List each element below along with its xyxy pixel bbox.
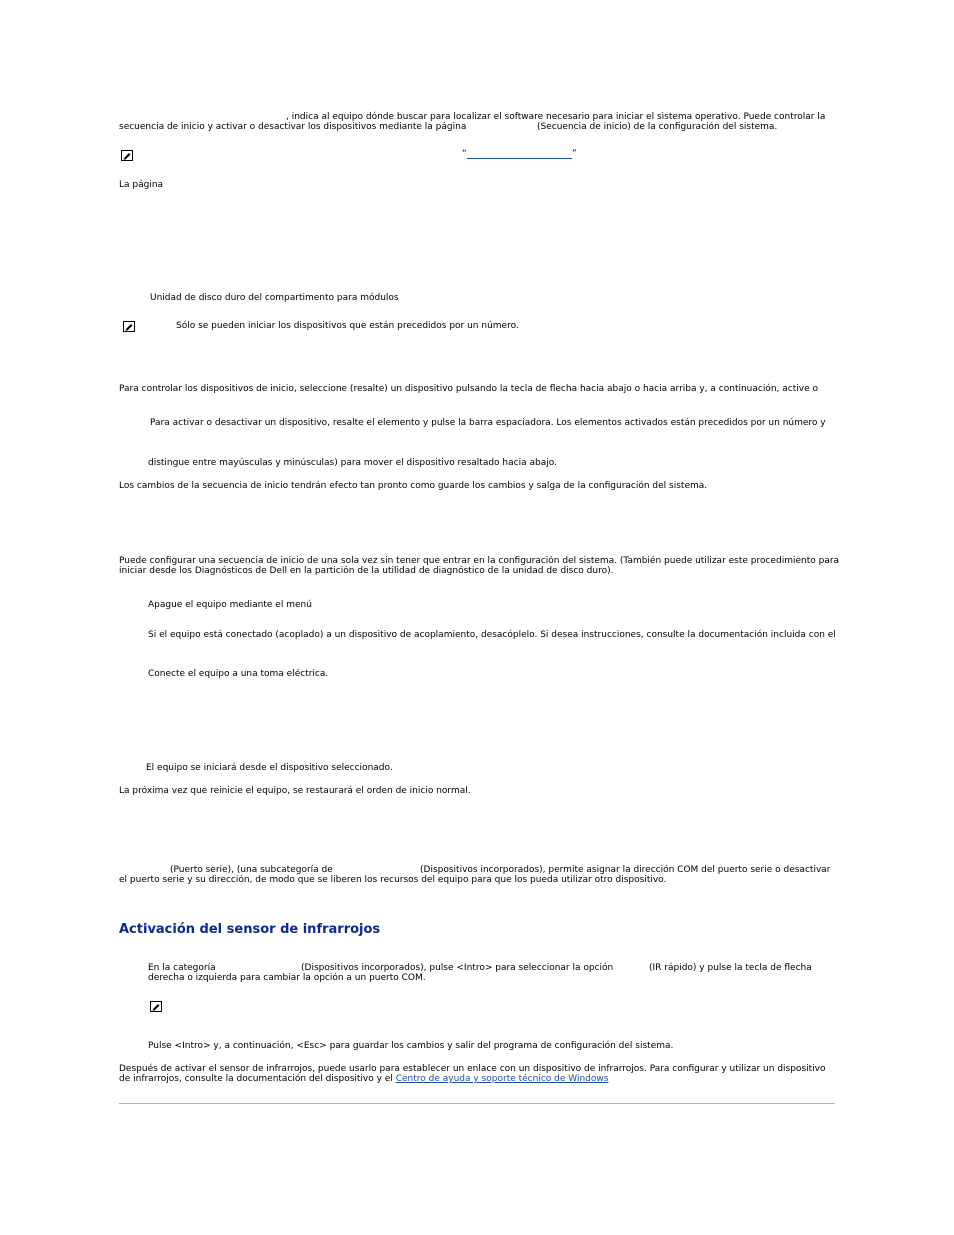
para-effect: Los cambios de la secuencia de inicio tendrán efecto tan pronto como guarde los cambios y salga de la configuración del sistema.	[119, 481, 708, 491]
module-bay-item: Unidad de disco duro del compartimento para módulos	[150, 293, 399, 303]
note-quote-close: ”	[572, 149, 577, 159]
onetime-para-line2: iniciar desde los Diagnósticos de Dell en la partición de la utilidad de diagnóstico de la unidad de disco duro).	[119, 566, 614, 576]
footer-divider	[119, 1103, 835, 1104]
infrared-after-line2	[119, 1074, 608, 1084]
page-label: La página	[119, 180, 164, 190]
note-pencil-icon	[121, 150, 133, 161]
note-pencil-icon	[123, 321, 135, 332]
infrared-step2: Pulse <Intro> y, a continuación, <Esc> para guardar los cambios y salir del programa de configuración del sistema.	[148, 1041, 674, 1051]
step-move-device: distingue entre mayúsculas y minúsculas) para mover el dispositivo resaltado hacia abajo.	[148, 458, 557, 468]
infrared-step1-b: (Dispositivos incorporados), pulse <Intro> para seleccionar la opción	[301, 963, 614, 973]
infrared-heading: Activación del sensor de infrarrojos	[119, 922, 381, 937]
boot-intro-line1: , indica al equipo dónde buscar para localizar el software necesario para iniciar el sistema operativo. Puede controlar la	[286, 112, 826, 122]
serial-line1-b: (Dispositivos incorporados), permite asignar la dirección COM del puerto serie o desactivar	[420, 865, 831, 875]
infrared-step1-a: En la categoría	[148, 963, 216, 973]
onetime-step2: Si el equipo está conectado (acoplado) a un dispositivo de acoplamiento, desacóplelo. Si desea instrucciones, consulte la documentación incluida con el	[148, 630, 836, 640]
infrared-after-line2-text: de infrarrojos, consulte la documentación del dispositivo y el	[119, 1074, 393, 1084]
onetime-next: La próxima vez que reinicie el equipo, se restaurará el orden de inicio normal.	[119, 786, 471, 796]
note-quote-open: “	[462, 149, 467, 159]
boot-intro-line2-a: secuencia de inicio y activar o desactivar los dispositivos mediante la página	[119, 122, 467, 132]
serial-line2: el puerto serie y su dirección, de modo que se liberen los recursos del equipo para que los pueda utilizar otro dispositivo.	[119, 875, 667, 885]
note-cross-reference-link[interactable]	[467, 158, 572, 159]
control-para: Para controlar los dispositivos de inicio, seleccione (resalte) un dispositivo pulsando la tecla de flecha hacia abajo o hacia arriba y, a continuación, active o	[119, 384, 818, 394]
note-pencil-icon	[150, 1001, 162, 1012]
onetime-result: El equipo se iniciará desde el dispositivo seleccionado.	[146, 763, 393, 773]
infrared-after-line1: Después de activar el sensor de infrarrojos, puede usarlo para establecer un enlace con un dispositivo de infrarrojos. Para configurar y utilizar un dispositivo	[119, 1064, 826, 1074]
infrared-step1-line2: derecha o izquierda para cambiar la opción a un puerto COM.	[148, 973, 426, 983]
note-bootable-devices: Sólo se pueden iniciar los dispositivos que están precedidos por un número.	[176, 321, 519, 331]
onetime-step3: Conecte el equipo a una toma eléctrica.	[148, 669, 329, 679]
onetime-step1: Apague el equipo mediante el menú	[148, 600, 312, 610]
infrared-step1-c: (IR rápido) y pulse la tecla de flecha	[649, 963, 812, 973]
onetime-para-line1: Puede configurar una secuencia de inicio de una sola vez sin tener que entrar en la configuración del sistema. (También puede utilizar este procedimiento para	[119, 556, 840, 566]
serial-line1-a: (Puerto serie), (una subcategoría de	[170, 865, 333, 875]
help-support-link[interactable]: Centro de ayuda y soporte técnico de Windows	[395, 1074, 609, 1084]
boot-intro-line2-b: (Secuencia de inicio) de la configuración del sistema.	[537, 122, 778, 132]
step-toggle-device: Para activar o desactivar un dispositivo, resalte el elemento y pulse la barra espaciadora. Los elementos activados están precedidos por un número y	[150, 418, 826, 428]
